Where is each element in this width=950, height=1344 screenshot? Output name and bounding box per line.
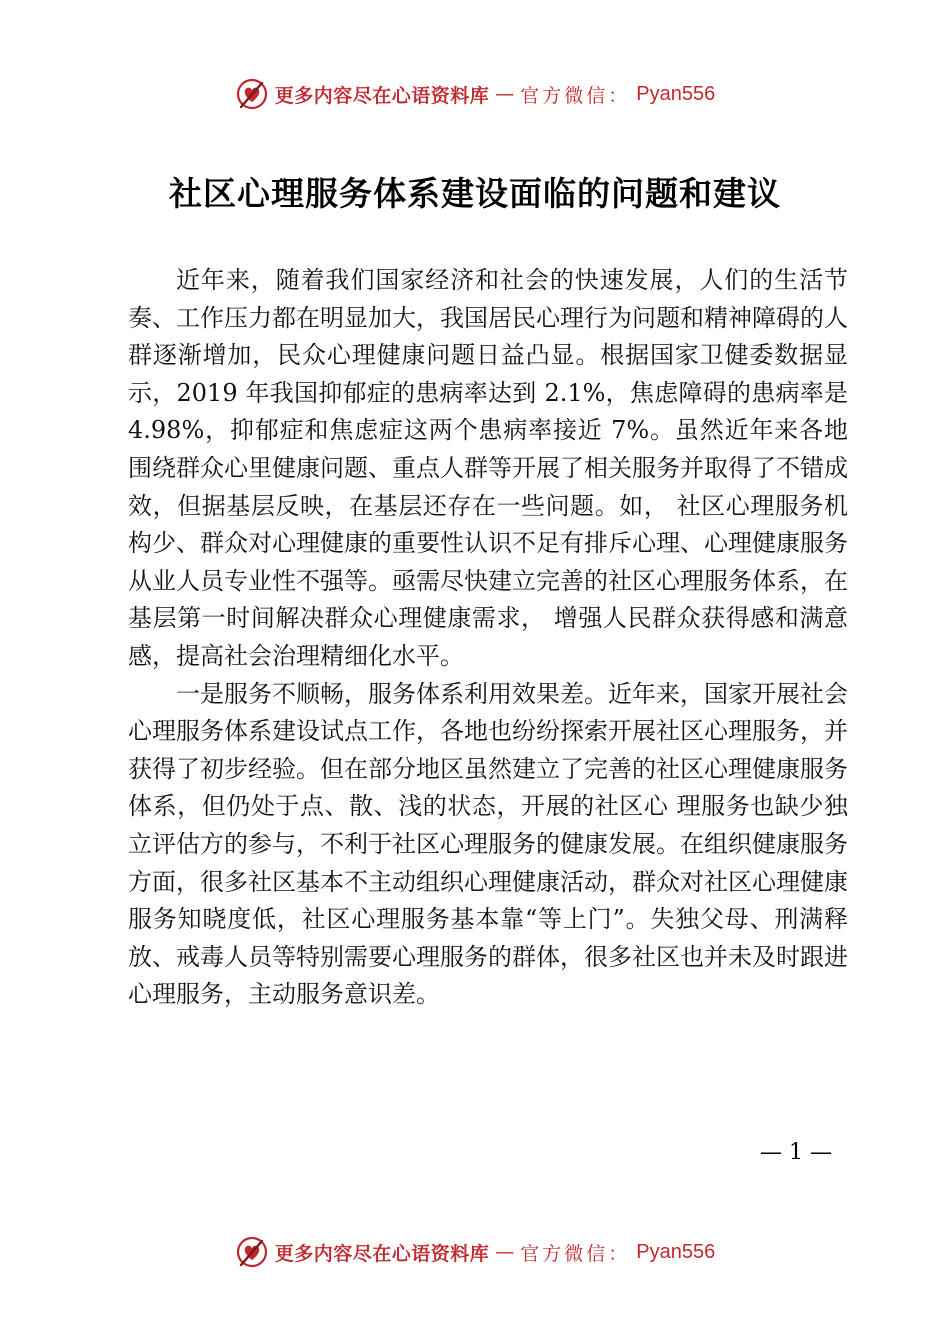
watermark-wechat-id: Pyan556 [636,1240,716,1263]
paragraph: 一是服务不顺畅，服务体系利用效果差。近年来，国家开展社会心理服务体系建设试点工作，各地也纷纷探索开展社区心理服务，并获得了初步经验。但在部分地区虽然建立了完善的社区心理健康服务体系，但仍处于点、散、浅的状态，开展的社区心 理服务也缺少独立评估方的参与，不利于社区心理服务的健康发展。在组织健康服务方面，很多社区基本不主动组织心理健康活动，群众对社区心理健康服务知晓度低，社区心理服务基本靠“等上门”。失独父母、刑满释放、戒毒人员等特别需要心理服务的群体，很多社区也并未及时跟进心理服务，主动服务意识差。 [128,679,848,1009]
header-watermark [0,76,950,112]
watermark-text: 更多内容尽在心语资料库 [274,84,490,107]
document-body [128,262,848,1014]
watermark-separator: — [495,1241,515,1263]
watermark-wechat-id: Pyan556 [636,82,716,105]
heart-pen-logo-icon [235,77,269,111]
footer-watermark [0,1234,950,1270]
watermark-text: 更多内容尽在心语资料库 [274,1242,490,1265]
document-title: 社区心理服务体系建设面临的问题和建议 [169,174,781,213]
heart-pen-logo-icon [235,1235,269,1269]
watermark-label: 官方微信： [520,84,631,107]
paragraph: 近年来，随着我们国家经济和社会的快速发展，人们的生活节奏、工作压力都在明显加大，我国居民心理行为问题和精神障碍的人群逐渐增加，民众心理健康问题日益凸显。根据国家卫健委数据显示，2019 年我国抑郁症的患病率达到 2.1%，焦虑障碍的患病率是 4.98%，抑郁症和焦虑症这两个患病率接近 7%。虽然近年来各地围绕群众心里健康问题、重点人群等开展了相关服务并取得了不错成效，但据基层反映，在基层还存在一些问题。如， 社区心理服务机构少、群众对心理健康的重要性认识不足有排斥心理、心理健康服务从业人员专业性不强等。亟需尽快建立完善的社区心理服务体系，在基层第一时间解决群众心理健康需求， 增强人民群众获得感和满意感，提高社会治理精细化水平。 [128,266,848,670]
watermark-label: 官方微信： [520,1242,631,1265]
page-number: — 1 — [760,1140,832,1165]
watermark-separator: — [495,83,515,105]
